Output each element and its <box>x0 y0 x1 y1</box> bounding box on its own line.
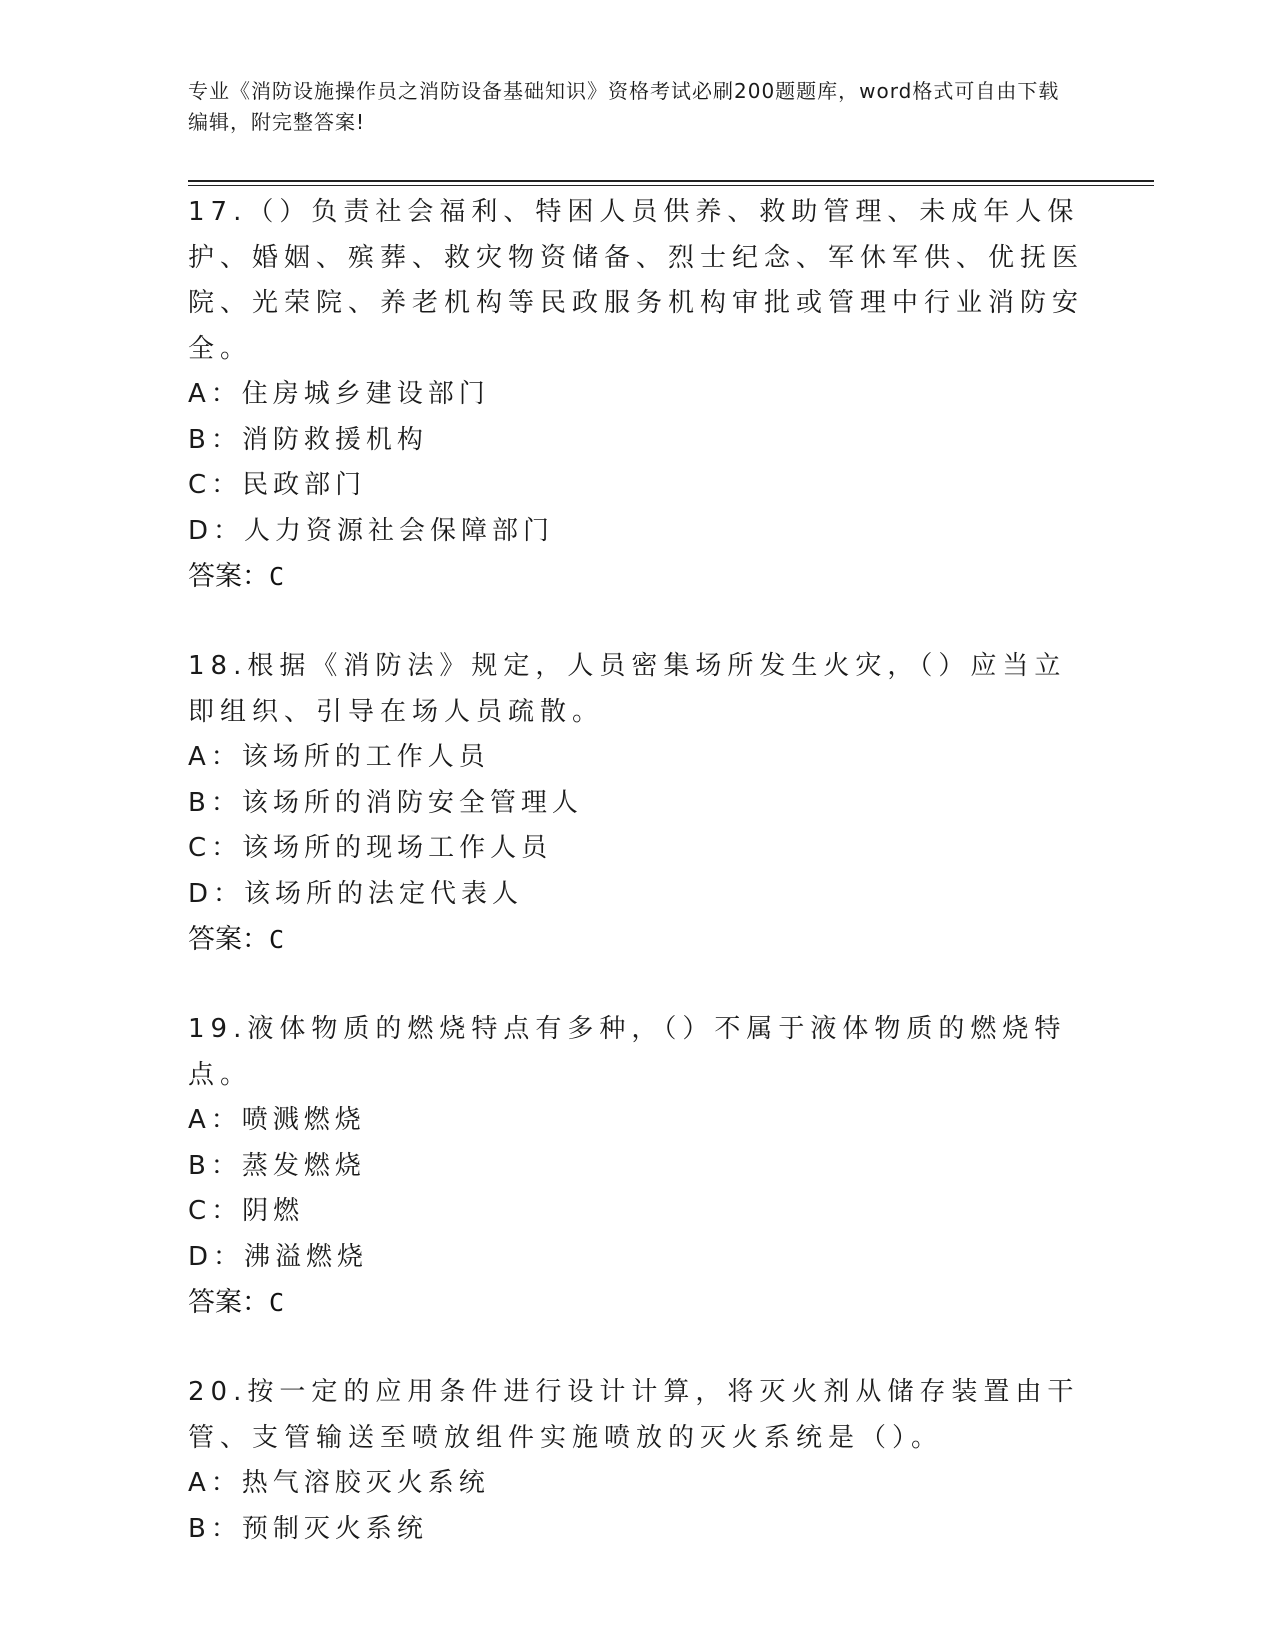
option-b: B：蒸发燃烧 <box>188 1150 366 1181</box>
option-a: A：热气溶胶灭火系统 <box>188 1468 490 1498</box>
option-b: B：消防救援机构 <box>188 424 428 455</box>
answer-value: C <box>269 925 285 954</box>
question-list <box>188 190 1088 1597</box>
question-19 <box>188 1007 1088 1325</box>
header-divider-thick <box>188 180 1154 182</box>
option-c: C：阴燃 <box>188 1196 305 1226</box>
header-divider-thin <box>188 185 1154 186</box>
answer-label: 答案： <box>188 1287 269 1317</box>
option-c: C：该场所的现场工作人员 <box>188 833 553 863</box>
answer-line <box>188 554 1088 599</box>
option-c: C：民政部门 <box>188 470 367 500</box>
answer-label: 答案： <box>188 561 269 591</box>
option-a: A：住房城乡建设部门 <box>188 379 490 409</box>
option-d: D：人力资源社会保障部门 <box>188 515 555 546</box>
question-stem: 18.根据《消防法》规定，人员密集场所发生火灾，（）应当立即组织、引导在场人员疏散。 <box>188 651 1067 727</box>
option-b: B：预制灭火系统 <box>188 1513 428 1544</box>
option-d: D：沸溢燃烧 <box>188 1241 369 1272</box>
document-header: 专业《消防设施操作员之消防设备基础知识》资格考试必刷200题题库，word格式可自由下载编辑，附完整答案! <box>188 79 1060 134</box>
answer-value: C <box>269 1288 285 1317</box>
option-a: A：该场所的工作人员 <box>188 742 490 772</box>
option-a: A：喷溅燃烧 <box>188 1105 366 1135</box>
answer-line <box>188 1280 1088 1325</box>
question-18 <box>188 644 1088 962</box>
question-stem: 17.（）负责社会福利、特困人员供养、救助管理、未成年人保护、婚姻、殡葬、救灾物资储备、烈士纪念、军休军供、优抚医院、光荣院、养老机构等民政服务机构审批或管理中行业消防安全。 <box>188 197 1085 364</box>
question-stem: 20.按一定的应用条件进行设计计算，将灭火剂从储存装置由干管、支管输送至喷放组件实施喷放的灭火系统是（）。 <box>188 1377 1080 1453</box>
answer-value: C <box>269 562 285 591</box>
question-20 <box>188 1370 1088 1552</box>
answer-line <box>188 917 1088 962</box>
question-17 <box>188 190 1088 599</box>
option-b: B：该场所的消防安全管理人 <box>188 787 583 818</box>
option-d: D：该场所的法定代表人 <box>188 878 524 909</box>
answer-label: 答案： <box>188 924 269 954</box>
question-stem: 19.液体物质的燃烧特点有多种，（）不属于液体物质的燃烧特点。 <box>188 1014 1067 1090</box>
